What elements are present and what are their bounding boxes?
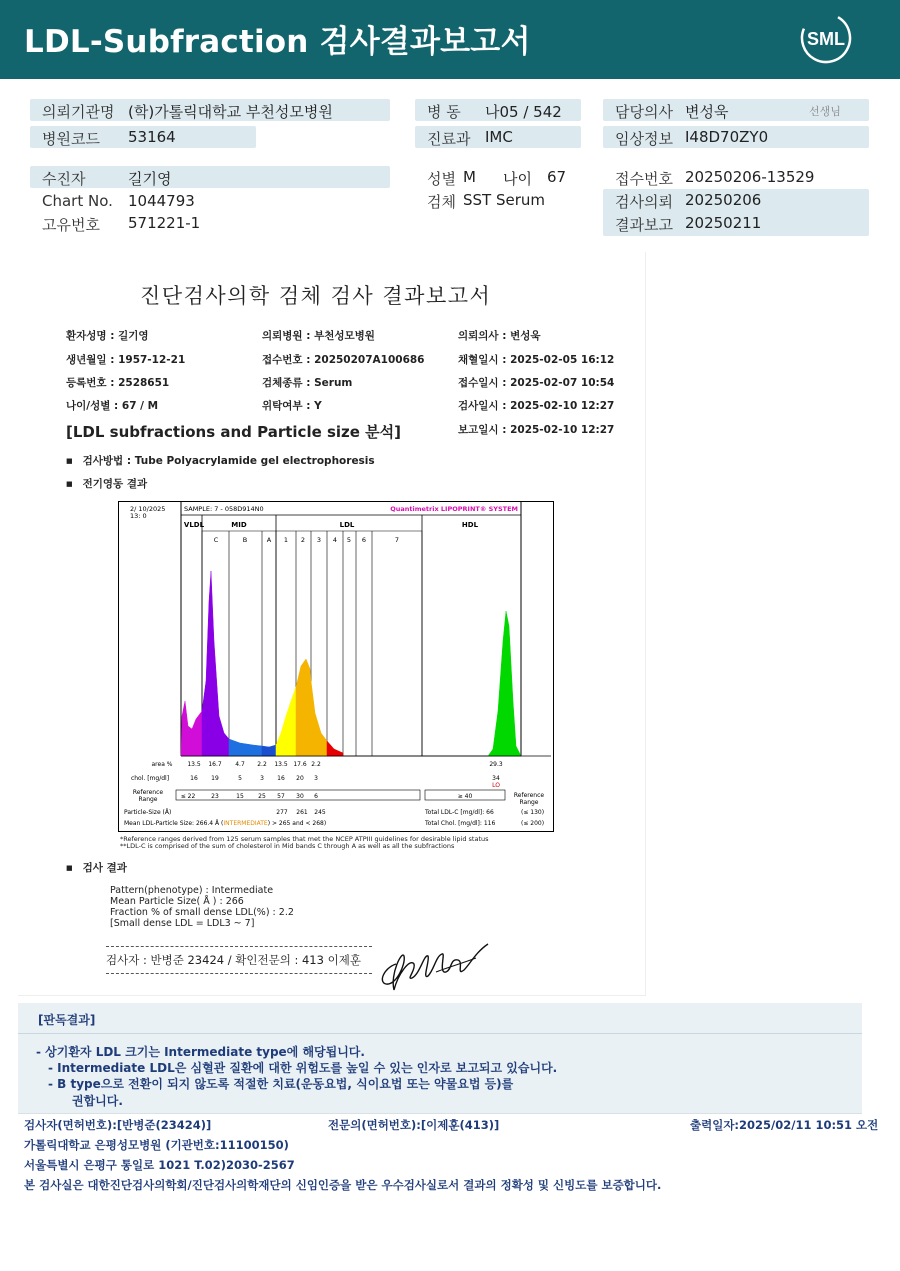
judgement-line: - B type으로 전환이 되지 않도록 적절한 치료(운동요법, 식이요법 또는 약물요법 등)를 xyxy=(48,1077,514,1091)
footer-address: 서울특별시 은평구 통일로 1021 T.02)2030-2567 xyxy=(24,1158,295,1172)
particle-size-label: Particle-Size (Å) xyxy=(124,809,172,816)
result-lines xyxy=(110,885,294,929)
field-tested: 검사일시 : 2025-02-10 12:27 xyxy=(458,400,615,412)
area-value: 16.7 xyxy=(208,761,222,768)
specimen-row xyxy=(415,189,581,211)
band-label: A xyxy=(266,536,272,544)
chol-value: 5 xyxy=(238,775,242,782)
request-label: 검사의뢰 xyxy=(615,193,673,211)
doctor-value: 변성욱 xyxy=(685,103,729,121)
patient-value: 길기영 xyxy=(128,170,172,188)
age-label: 나이 xyxy=(503,170,532,188)
field-collection: 채혈일시 : 2025-02-05 16:12 xyxy=(458,354,615,366)
footer-hospital: 가톨릭대학교 은평성모병원 (기관번호:11100150) xyxy=(24,1138,289,1152)
patient-label: 수진자 xyxy=(42,170,86,188)
judgement-panel xyxy=(18,1003,862,1113)
ward-row xyxy=(415,99,581,121)
chol-value: 3 xyxy=(260,775,264,782)
area-value: 4.7 xyxy=(235,761,245,768)
chart-no-row xyxy=(30,190,390,212)
clinical-label: 임상정보 xyxy=(615,130,673,148)
group-label-ldl: LDL xyxy=(339,521,355,529)
sex-label: 성별 xyxy=(427,170,456,188)
band-label: 5 xyxy=(346,536,352,544)
chol-value: 19 xyxy=(211,775,219,782)
clinical-row xyxy=(603,126,869,148)
receipt-row xyxy=(603,166,869,188)
area-value: 2.2 xyxy=(257,761,267,768)
area-value: 13.5 xyxy=(187,761,201,768)
report-date-label: 결과보고 xyxy=(615,216,673,234)
ref-range-label: Reference Range xyxy=(132,789,164,803)
chol-flag: LO xyxy=(492,782,500,789)
department-label: 진료과 xyxy=(427,130,471,148)
specimen-value: SST Serum xyxy=(463,191,546,209)
result-title: ■ 검사 결과 xyxy=(66,860,127,875)
chol-value: 3 xyxy=(314,775,318,782)
section-title: [LDL subfractions and Particle size 분석] xyxy=(66,423,402,441)
band-label: C xyxy=(213,536,219,544)
chol-value: 20 xyxy=(296,775,304,782)
svg-text:SML: SML xyxy=(807,29,845,49)
ref-value: 25 xyxy=(258,793,266,800)
group-label-vldl: VLDL xyxy=(183,521,205,529)
total-ldl: Total LDL-C [mg/dl]: 66 xyxy=(425,809,494,816)
sex-age-row xyxy=(415,166,581,188)
band-label: 6 xyxy=(361,536,367,544)
field-specimen: 검체종류 : Serum xyxy=(262,377,353,389)
chol-value: 16 xyxy=(277,775,285,782)
ref-value: 15 xyxy=(236,793,244,800)
judgement-line: 권합니다. xyxy=(72,1094,123,1108)
sml-logo-icon xyxy=(800,12,852,64)
total-chol-ref: (≤ 200) xyxy=(521,820,545,827)
unique-no-label: 고유번호 xyxy=(42,216,100,234)
chart-no-label: Chart No. xyxy=(42,192,113,210)
footer-printed: 출력일자:2025/02/11 10:51 오전 xyxy=(690,1118,879,1132)
band-label: 2 xyxy=(300,536,306,544)
receipt-value: 20250206-13529 xyxy=(685,168,815,186)
area-value: 13.5 xyxy=(274,761,288,768)
signature-icon xyxy=(376,934,492,998)
electro-title: ■ 전기영동 결과 xyxy=(66,476,147,491)
result-line: Pattern(phenotype) : Intermediate xyxy=(110,885,274,896)
divider xyxy=(106,946,372,947)
institution-label: 의뢰기관명 xyxy=(42,103,115,121)
field-birth: 생년월일 : 1957-12-21 xyxy=(66,354,186,366)
field-age-sex: 나이/성별 : 67 / M xyxy=(66,400,159,412)
chol-label: chol. [mg/dl] xyxy=(130,775,170,782)
hospital-code-label: 병원코드 xyxy=(42,130,100,148)
doctor-label: 담당의사 xyxy=(615,103,673,121)
footer-specialist: 전문의(면허번호):[이제훈(413)] xyxy=(328,1118,500,1132)
band-label: 4 xyxy=(332,536,338,544)
age-value: 67 xyxy=(547,168,567,186)
ref-range-label-right: Reference Range xyxy=(513,792,545,806)
field-hospital: 의뢰병원 : 부천성모병원 xyxy=(262,330,375,342)
band-label: B xyxy=(242,536,248,544)
footer-examiner: 검사자(면허번호):[반병준(23424)] xyxy=(24,1118,212,1132)
judgement-title: [판독결과] xyxy=(38,1013,96,1027)
area-value: 2.2 xyxy=(311,761,321,768)
doctor-row xyxy=(603,99,869,121)
receipt-label: 접수번호 xyxy=(615,170,673,188)
particle-size-value: 245 xyxy=(314,809,326,816)
institution-row xyxy=(30,99,390,121)
band-label: 3 xyxy=(316,536,322,544)
specimen-label: 검체 xyxy=(427,193,456,211)
request-value: 20250206 xyxy=(685,191,762,209)
institution-value: (학)가톨릭대학교 부천성모병원 xyxy=(128,103,333,121)
ref-value: 57 xyxy=(277,793,285,800)
particle-size-value: 261 xyxy=(296,809,308,816)
hospital-code-row xyxy=(30,126,256,148)
area-value: 29.3 xyxy=(489,761,503,768)
ward-label: 병 동 xyxy=(427,103,461,121)
field-reg-no: 등록번호 : 2528651 xyxy=(66,377,170,389)
department-row xyxy=(415,126,581,148)
ref-value: 6 xyxy=(314,793,318,800)
request-report-row xyxy=(603,189,869,236)
patient-row xyxy=(30,166,390,188)
mean-size-line: Mean LDL-Particle Size: 266.4 Å (INTERMEDIATE) > 265 and < 268) xyxy=(124,820,327,827)
report-title: 진단검사의학 검체 검사 결과보고서 xyxy=(140,284,492,308)
field-receipt: 접수번호 : 20250207A100686 xyxy=(262,354,425,366)
field-doctor: 의뢰의사 : 변성욱 xyxy=(458,330,541,342)
embedded-lab-report xyxy=(18,252,646,996)
chol-value: 34 xyxy=(492,775,500,782)
footnote-1: *Reference ranges derived from 125 serum samples that met the NCEP ATPIII guidelines for desirable lipid status xyxy=(120,835,489,843)
band-label: 1 xyxy=(283,536,289,544)
chol-value: 16 xyxy=(190,775,198,782)
ref-value: 30 xyxy=(296,793,304,800)
chart-datetime: 2/ 10/2025 13: 0 xyxy=(130,505,166,520)
footer-divider xyxy=(18,1113,862,1114)
report-date-value: 20250211 xyxy=(685,214,762,232)
report-header xyxy=(0,0,900,79)
area-value: 17.6 xyxy=(293,761,307,768)
band-label: 7 xyxy=(394,536,400,544)
group-label-mid: MID xyxy=(231,521,247,529)
field-consign: 위탁여부 : Y xyxy=(262,400,322,412)
result-line: Fraction % of small dense LDL(%) : 2.2 xyxy=(110,907,294,918)
chart-sample: SAMPLE: 7 - 058D914N0 xyxy=(184,505,264,513)
department-value: IMC xyxy=(485,128,513,146)
particle-size-value: 277 xyxy=(276,809,288,816)
footnote-2: **LDL-C is comprised of the sum of cholesterol in Mid bands C through A as well as all the subfractions xyxy=(120,842,455,850)
judgement-line: - Intermediate LDL은 심혈관 질환에 대한 위험도를 높일 수 있는 인자로 보고되고 있습니다. xyxy=(48,1061,558,1075)
ref-value: ≤ 22 xyxy=(180,793,196,800)
ref-value: 23 xyxy=(211,793,219,800)
chart-no-value: 1044793 xyxy=(128,192,195,210)
clinical-value: I48D70ZY0 xyxy=(685,128,769,146)
divider xyxy=(106,973,372,974)
page-title: LDL-Subfraction 검사결과보고서 xyxy=(24,24,531,60)
judgement-line: - 상기환자 LDL 크기는 Intermediate type에 해당됩니다. xyxy=(36,1045,365,1059)
result-line: [Small dense LDL = LDL3 ~ 7] xyxy=(110,918,255,929)
ref-value: ≥ 40 xyxy=(457,793,473,800)
field-patient-name: 환자성명 : 길기영 xyxy=(66,330,149,342)
field-reported: 보고일시 : 2025-02-10 12:27 xyxy=(458,424,615,436)
electrophoresis-chart xyxy=(118,501,554,832)
judgement-header xyxy=(18,1003,862,1034)
group-label-hdl: HDL xyxy=(461,521,479,529)
total-ldl-ref: (≤ 130) xyxy=(521,809,545,816)
field-received: 접수일시 : 2025-02-07 10:54 xyxy=(458,377,615,389)
examiner-line: 검사자 : 반병준 23424 / 확인전문의 : 413 이제훈 xyxy=(106,953,361,967)
doctor-suffix: 선생님 xyxy=(809,105,841,118)
chart-brand: Quantimetrix LIPOPRINT® SYSTEM xyxy=(390,505,518,513)
hospital-code-value: 53164 xyxy=(128,128,176,146)
result-line: Mean Particle Size( Å ) : 266 xyxy=(110,896,244,907)
unique-no-value: 571221-1 xyxy=(128,214,201,232)
area-label: area % xyxy=(151,761,173,768)
method-line: ■ 검사방법 : Tube Polyacrylamide gel electrophoresis xyxy=(66,453,375,468)
sex-value: M xyxy=(463,168,476,186)
footer-cert: 본 검사실은 대한진단검사의학회/진단검사의학재단의 신임인증을 받은 우수검사실로서 결과의 정확성 및 신빙도를 보증합니다. xyxy=(24,1178,662,1192)
ward-value: 나05 / 542 xyxy=(485,103,562,121)
total-chol: Total Chol. [mg/dl]: 116 xyxy=(425,820,496,827)
unique-no-row xyxy=(30,212,390,234)
